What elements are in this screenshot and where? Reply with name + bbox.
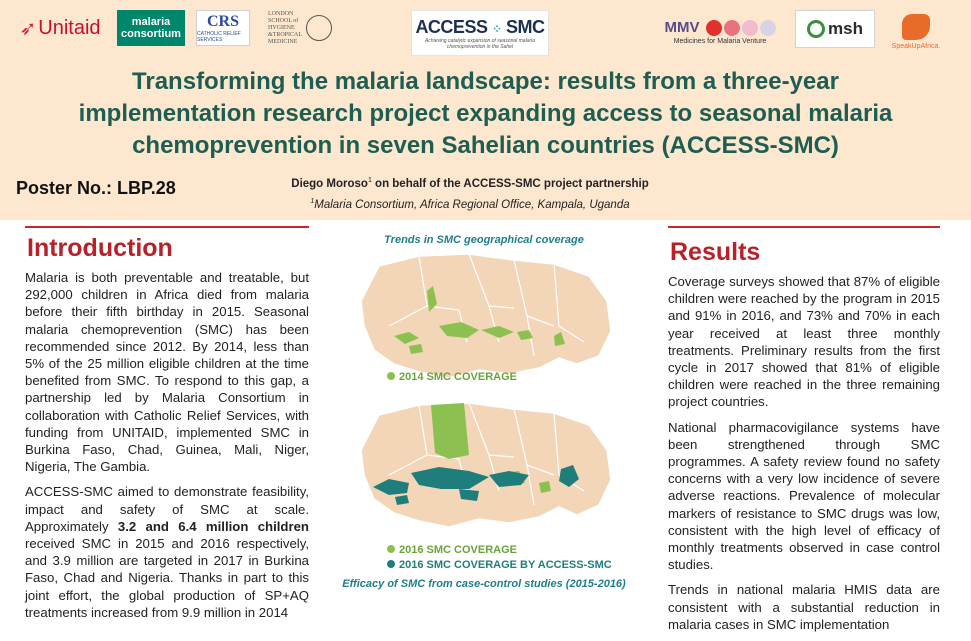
malaria-consortium-logo	[117, 10, 185, 46]
map-2016	[349, 393, 619, 573]
malaria-consortium-line1: malaria	[131, 16, 171, 28]
legend-dot-2014	[387, 372, 395, 380]
crs-logo	[196, 10, 250, 46]
authors-block	[220, 172, 720, 214]
author-partnership: on behalf of the ACCESS-SMC project partnership	[371, 177, 649, 190]
access-tagline: Achieving catalytic expansion of seasonal malaria chemoprevention in the Sahel	[424, 37, 536, 50]
author-line	[220, 172, 720, 193]
africa-map-icon	[902, 14, 930, 40]
mmv-subtext: Medicines for Malaria Venture	[673, 38, 767, 45]
mmv-text: MMV	[664, 19, 700, 36]
results-paragraph-1: Coverage surveys showed that 87% of eligible children were reached by the program in 2015 and 91% in 2016, and 73% and 70% in each year received at least three monthly treatments. Preliminary results from the first cycle in 2017 showed that 81% of eligible children were reached in the three remaining project countries.	[668, 274, 940, 410]
section-rule	[668, 226, 940, 228]
maps-figure-title: Trends in SMC geographical coverage	[384, 234, 584, 246]
maps-column	[334, 226, 634, 590]
results-heading: Results	[670, 238, 761, 266]
lshtm-line: LONDON	[267, 10, 294, 17]
lshtm-line: HYGIENE	[267, 24, 295, 31]
title-line: implementation research project expanding access to seasonal malaria	[78, 100, 893, 127]
introduction-column	[25, 226, 309, 629]
coverage-2016-mali	[431, 403, 469, 459]
map-land	[361, 254, 611, 378]
author-sup: 1	[367, 177, 372, 184]
mmv-ball-icon	[706, 20, 722, 36]
lshtm-crest-icon	[306, 15, 332, 41]
speakup-text: SpeakUpAfrica.	[891, 43, 941, 50]
crs-subtext: CATHOLIC RELIEF SERVICES	[197, 31, 241, 43]
access-smc-wordmark	[415, 17, 544, 38]
lshtm-words	[268, 11, 302, 46]
mmv-ball-icon	[724, 20, 740, 36]
msh-text: msh	[828, 19, 863, 38]
lshtm-line: MEDICINE	[267, 38, 298, 45]
mmv-row	[665, 19, 776, 36]
lshtm-line: SCHOOL of	[267, 17, 299, 24]
affil-sup: 1	[310, 197, 315, 205]
unitaid-bird-icon: ➶	[19, 16, 37, 40]
section-rule	[25, 226, 309, 228]
intro-p2-a: ACCESS-SMC aimed to demonstrate feasibility, impact and safety of SMC at scale. Approximately	[25, 484, 309, 534]
access-dots-icon: ⁘	[491, 21, 502, 36]
speakup-africa-logo	[886, 10, 946, 54]
access-word: ACCESS	[415, 16, 488, 37]
affiliation-line	[220, 193, 720, 214]
msh-circle-icon	[807, 20, 825, 38]
efficacy-figure-title: Efficacy of SMC from case-control studies (2015-2016)	[342, 578, 626, 590]
legend-dot-access	[387, 560, 395, 568]
results-paragraph-3: Trends in national malaria HMIS data are consistent with a substantial reduction in malaria cases in SMC implementation	[668, 582, 940, 632]
malaria-consortium-line2: consortium	[121, 28, 181, 40]
legend-dot-2016	[387, 545, 395, 553]
intro-p2-c: received SMC in 2015 and 2016 respectively, and 3.9 million are targeted in 2017 in Burkina Faso, Chad and Nigeria. Thanks in part to this joint effort, the global production of SP+AQ treatments increased from 9.9 million in 2014	[25, 536, 309, 620]
title-line: chemoprevention in seven Sahelian countries (ACCESS-SMC)	[132, 132, 839, 159]
results-column	[668, 226, 940, 641]
poster-number: Poster No.: LBP.28	[16, 178, 176, 198]
title-line: Transforming the malaria landscape: results from a three-year	[132, 68, 839, 95]
author-name: Diego Moroso	[291, 177, 368, 190]
lshtm-logo	[262, 10, 338, 46]
lshtm-line: &TROPICAL	[267, 31, 302, 38]
introduction-paragraph-1: Malaria is both preventable and treatable, but 292,000 children in Africa died from malaria before their fifth birthday in 2015. Seasonal malaria chemoprevention (SMC) has been recommended since 2012. By 2014, less than 5% of the 25 million eligible children at the time benefited from SMC. To respond to this gap, a partnership led by Malaria Consortium in collaboration with Catholic Relief Services, with funding from UNITAID, implemented SMC in Burkina Faso, Chad, Guinea, Mali, Niger, Nigeria, The Gambia.	[25, 270, 309, 475]
unitaid-text: Unitaid	[38, 16, 101, 39]
legend-2016: 2016 SMC COVERAGE	[399, 544, 517, 556]
mmv-logo	[660, 10, 780, 54]
legend-access-smc: 2016 SMC COVERAGE BY ACCESS-SMC	[399, 559, 612, 571]
msh-logo	[795, 10, 875, 48]
introduction-heading: Introduction	[27, 234, 173, 262]
introduction-paragraph-2	[25, 483, 309, 621]
poster-header	[0, 0, 971, 220]
affiliation: Malaria Consortium, Africa Regional Office, Kampala, Uganda	[314, 198, 630, 211]
access-smc-logo	[411, 10, 549, 56]
partner-logos	[0, 8, 971, 52]
map-land	[361, 403, 611, 527]
crs-text: CRS	[206, 13, 239, 30]
poster-title	[0, 66, 971, 162]
map-2014	[349, 246, 619, 388]
mmv-ball-icon	[760, 20, 776, 36]
intro-p2-bold: 3.2 and 6.4 million children	[117, 518, 309, 534]
smc-word: SMC	[506, 16, 545, 37]
results-paragraph-2: National pharmacovigilance systems have been strengthened through SMC programmes. A safety review found no safety concerns with a very low incidence of severe adverse reactions. Prevalence of molecular markers of resistance to SMC drugs was low, consistent with the high level of efficacy of monthly treatments observed in case control studies.	[668, 419, 940, 573]
unitaid-logo	[12, 8, 108, 48]
mmv-ball-icon	[742, 20, 758, 36]
legend-2014: 2014 SMC COVERAGE	[399, 371, 517, 383]
